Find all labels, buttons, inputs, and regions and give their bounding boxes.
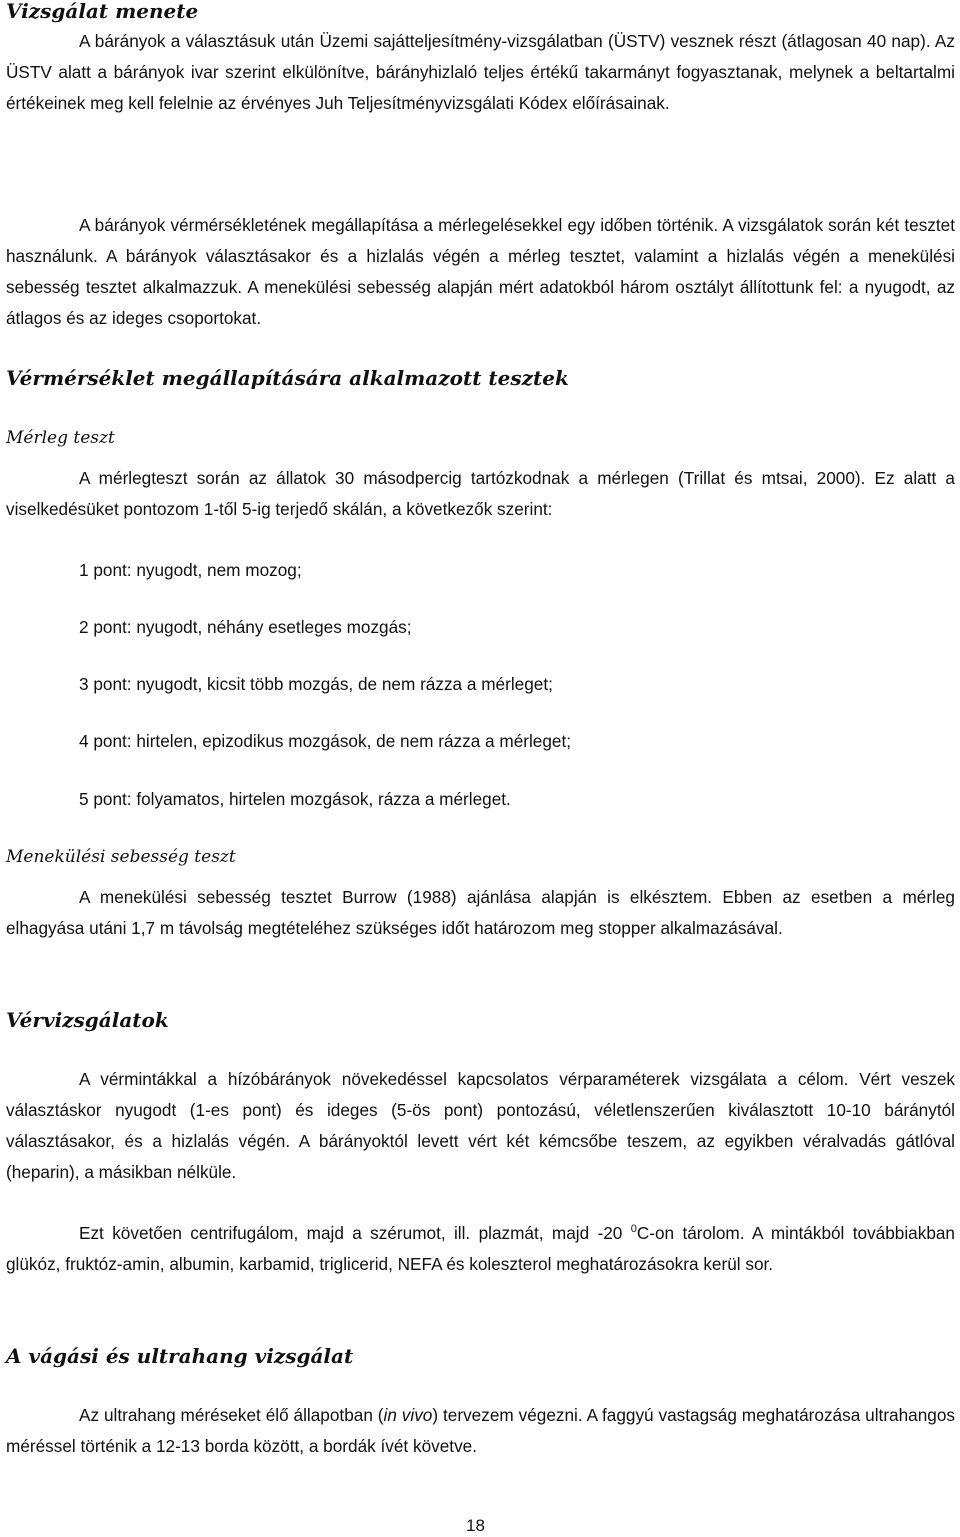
paragraph-vervizsgalatok-2-end: C-on tárolom. A mintákból továbbiakban glükóz, fruktóz-amin, albumin, karbamid, triglicerid, NEFA és koleszterol meghatározásokra kerül sor. <box>6 1223 955 1274</box>
paragraph-vervizsgalatok-1: A vérmintákkal a hízóbárányok növekedéssel kapcsolatos vérparaméterek vizsgálata a célom. Vért veszek választáskor nyugodt (1-es pont) és ideges (5-ös pont) pontozású, véletlenszerűen kiválasztott 10-10 báránytól választásakor, és a hizlalás végén. A bárányoktól levett vért két kémcsőbe teszem, az egyikben véralvadás gátlóval (heparin), a másikban nélküle. <box>6 1069 955 1182</box>
page-number: 18 <box>466 1516 485 1535</box>
scale-item-1: 1 pont: nyugodt, nem mozog; <box>79 560 302 580</box>
scale-item-4: 4 pont: hirtelen, epizodikus mozgások, de nem rázza a mérleget; <box>79 731 572 751</box>
paragraph-vagasi-ultrahang <box>6 1400 955 1462</box>
section-title-vagasi-ultrahang: A vágási és ultrahang vizsgálat <box>6 1344 354 1368</box>
in-vivo-italic: in vivo <box>383 1405 433 1425</box>
paragraph-vizsgalat-menete-1: A bárányok a választásuk után Üzemi sajátteljesítmény-vizsgálatban (ÜSTV) vesznek részt (átlagosan 40 nap). Az ÜSTV alatt a bárányok ivar szerint elkülönítve, bárányhizlaló teljes értékű takarmányt fogyasztanak, melynek a beltartalmi értékeinek meg kell felelnie az érvényes Juh Teljesítményvizsgálati Kódex előírásainak. <box>6 31 955 113</box>
scale-item-3: 3 pont: nyugodt, kicsit több mozgás, de nem rázza a mérleget; <box>79 674 553 694</box>
scale-item-2: 2 pont: nyugodt, néhány esetleges mozgás; <box>79 617 412 637</box>
paragraph-menekulesi-teszt: A menekülési sebesség tesztet Burrow (1988) ajánlása alapján is elkésztem. Ebben az esetben a mérleg elhagyása utáni 1,7 m távolság megtételéhez szükséges időt határozom meg stopper alkalmazásával. <box>6 887 955 938</box>
paragraph-vizsgalat-menete-2: A bárányok vérmérsékletének megállapítása a mérlegelésekkel egy időben történik. A vizsgálatok során két tesztet használunk. A bárányok választásakor és a hizlalás végén a mérleg tesztet, valamint a hizlalás végén a menekülési sebesség tesztet alkalmazzuk. A menekülési sebesség alapján mért adatokból három osztályt állítottunk fel: a nyugodt, az átlagos és az ideges csoportokat. <box>6 215 955 328</box>
subsection-title-menekulesi-teszt: Menekülési sebesség teszt <box>6 847 236 867</box>
paragraph-vagasi-end: ) tervezem végezni. A faggyú vastagság meghatározása ultrahangos méréssel történik a 12-13 borda között, a bordák ívét követve. <box>6 1405 956 1456</box>
paragraph-vervizsgalatok-2 <box>6 1218 955 1280</box>
section-title-vervizsgalatok: Vérvizsgálatok <box>6 1008 169 1032</box>
scale-item-5: 5 pont: folyamatos, hirtelen mozgások, rázza a mérleget. <box>79 789 511 809</box>
section-title-vermerseklet: Vérmérséklet megállapítására alkalmazott tesztek <box>6 366 569 390</box>
subsection-title-merleg-teszt: Mérleg teszt <box>6 428 115 448</box>
paragraph-vagasi-start: Az ultrahang méréseket élő állapotban ( <box>79 1405 384 1425</box>
section-title-vizsgalat-menete: Vizsgálat menete <box>6 0 199 23</box>
paragraph-merleg-teszt: A mérlegteszt során az állatok 30 másodpercig tartózkodnak a mérlegen (Trillat és mtsai, 2000). Ez alatt a viselkedésüket pontozom 1-től 5-ig terjedő skálán, a következők szerint: <box>6 468 955 519</box>
paragraph-vervizsgalatok-2-start: Ezt követően centrifugálom, majd a szérumot, ill. plazmát, majd -20 <box>79 1223 631 1243</box>
degree-superscript: 0 <box>630 1223 637 1235</box>
